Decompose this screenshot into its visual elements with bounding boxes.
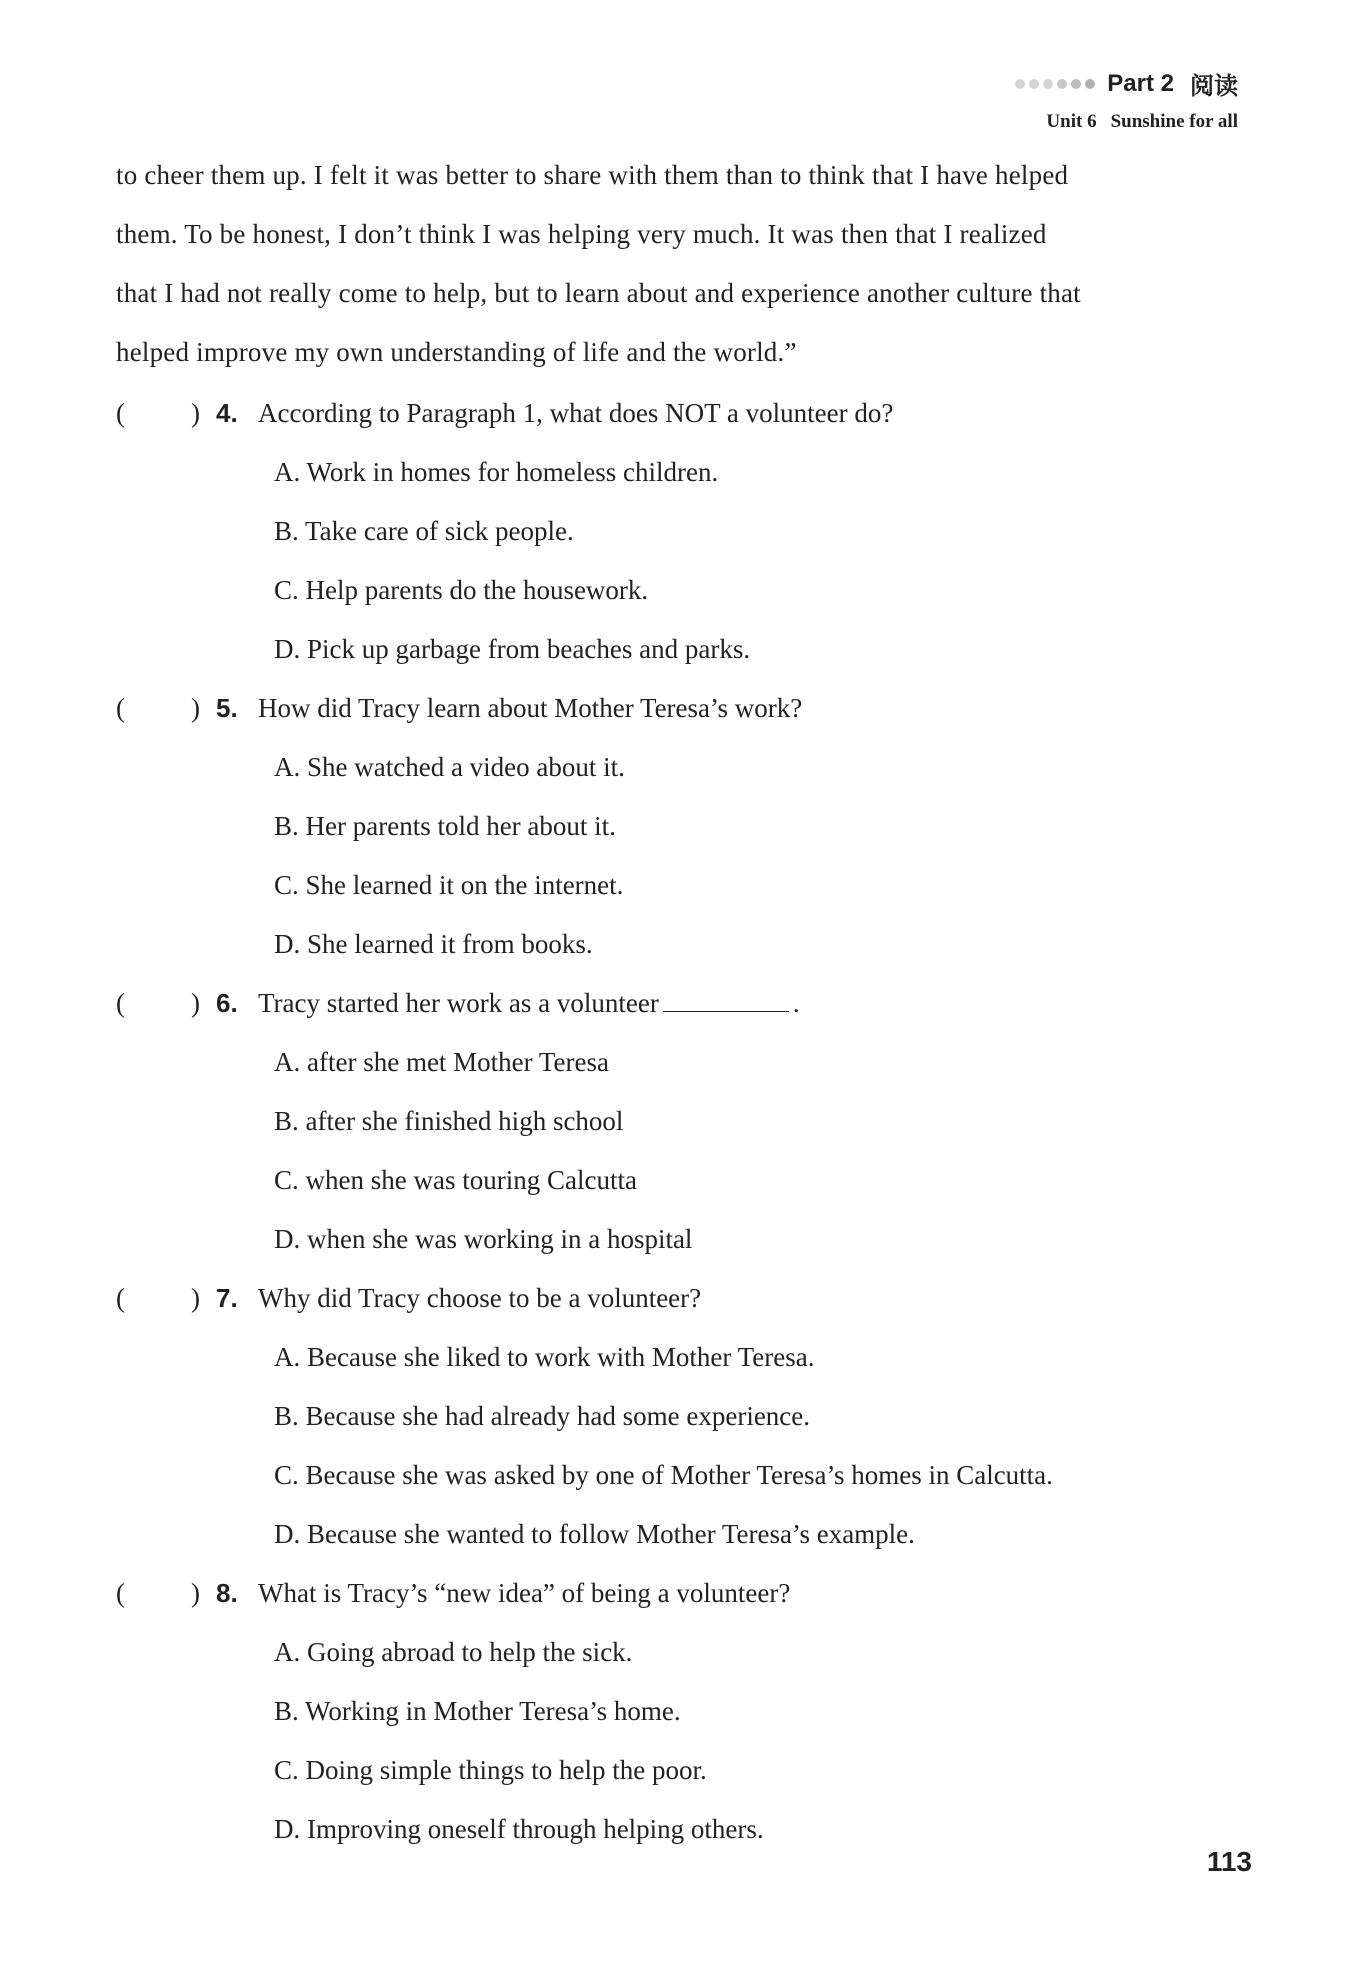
question-number: 5. [216,693,238,723]
question-8 [116,1564,1236,1623]
option-c: C. when she was touring Calcutta [274,1165,637,1195]
question-number: 7. [216,1283,238,1313]
option-a: A. Going abroad to help the sick. [274,1637,633,1667]
option-c: C. She learned it on the internet. [274,870,624,900]
header-unit-line [1015,111,1238,133]
page-header [1015,66,1238,133]
option-b: B. after she finished high school [274,1106,624,1136]
question-7 [116,1269,1236,1328]
question-text: What is Tracy’s “new idea” of being a volunteer? [258,1578,791,1608]
header-part: Part 2 [1107,69,1174,97]
question-list [116,384,1236,1859]
answer-blank[interactable]: ( ) [116,693,200,723]
option-b: B. Her parents told her about it. [274,811,616,841]
option-a: A. after she met Mother Teresa [274,1047,609,1077]
option-a: A. Because she liked to work with Mother Teresa. [274,1342,815,1372]
option-a: A. Work in homes for homeless children. [274,457,719,487]
option-c: C. Doing simple things to help the poor. [274,1755,707,1785]
question-text: According to Paragraph 1, what does NOT a volunteer do? [258,398,894,428]
option-a: A. She watched a video about it. [274,752,625,782]
question-text: Tracy started her work as a volunteer . [258,988,800,1018]
option-c: C. Help parents do the housework. [274,575,649,605]
question-number: 4. [216,398,238,428]
header-unit-title: Sunshine for all [1110,111,1238,132]
question-number: 6. [216,988,238,1018]
option-d: D. Because she wanted to follow Mother Teresa’s example. [274,1519,915,1549]
question-number: 8. [216,1578,238,1608]
question-5 [116,679,1236,738]
fill-in-blank-line[interactable] [663,989,789,1012]
answer-blank[interactable]: ( ) [116,988,200,1018]
question-6 [116,974,1236,1033]
option-d: D. She learned it from books. [274,929,593,959]
passage-line: them. To be honest, I don’t think I was helping very much. It was then that I realized [116,219,1047,249]
passage-line: helped improve my own understanding of life and the world.” [116,337,797,367]
question-text: Why did Tracy choose to be a volunteer? [258,1283,702,1313]
option-d: D. Improving oneself through helping others. [274,1814,764,1844]
reading-passage [116,146,1236,382]
option-d: D. Pick up garbage from beaches and parks. [274,634,751,664]
decorative-dots-icon [1015,79,1095,89]
page-number: 113 [1206,1846,1252,1877]
passage-line: that I had not really come to help, but to learn about and experience another culture that [116,278,1081,308]
option-c: C. Because she was asked by one of Mother Teresa’s homes in Calcutta. [274,1460,1053,1490]
question-4 [116,384,1236,443]
answer-blank[interactable]: ( ) [116,398,200,428]
option-d: D. when she was working in a hospital [274,1224,693,1254]
answer-blank[interactable]: ( ) [116,1578,200,1608]
option-b: B. Take care of sick people. [274,516,574,546]
answer-blank[interactable]: ( ) [116,1283,200,1313]
option-b: B. Because she had already had some experience. [274,1401,811,1431]
passage-line: to cheer them up. I felt it was better to share with them than to think that I have helped [116,160,1069,190]
header-part-line [1015,66,1238,101]
option-b: B. Working in Mother Teresa’s home. [274,1696,681,1726]
header-unit: Unit 6 [1046,111,1097,132]
question-text: How did Tracy learn about Mother Teresa’s work? [258,693,803,723]
header-section-cn: 阅读 [1190,73,1238,100]
